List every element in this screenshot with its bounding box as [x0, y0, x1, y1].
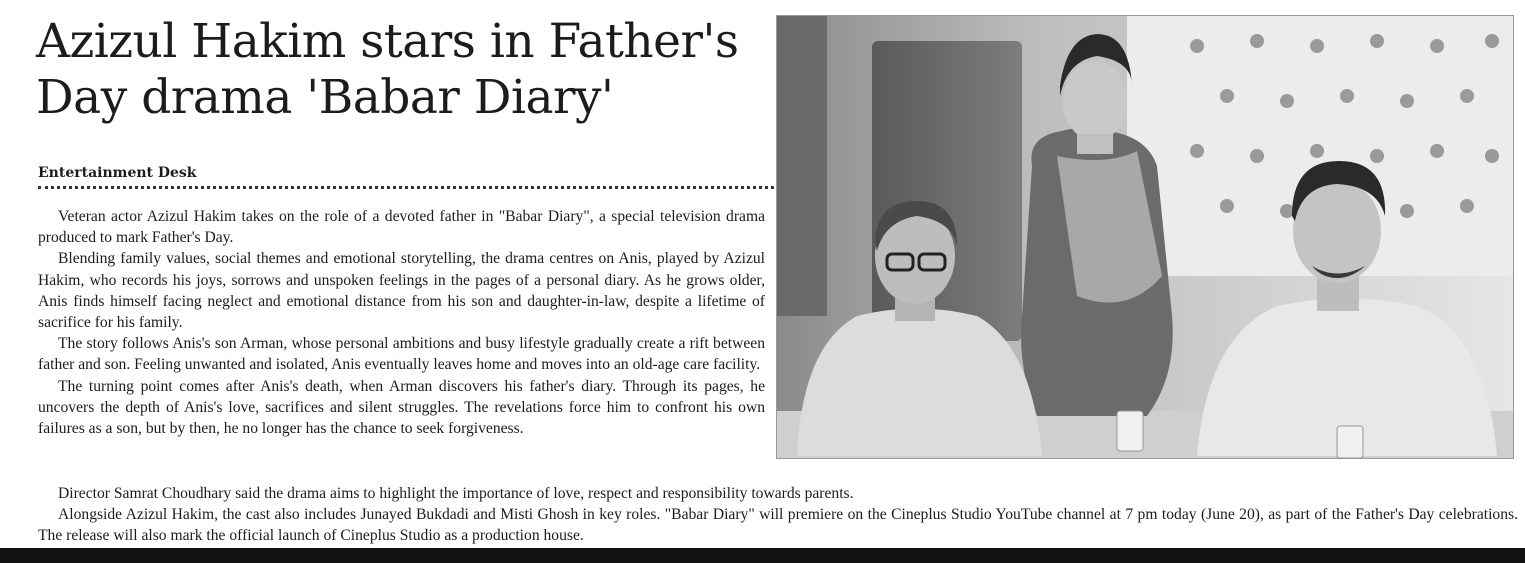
left-panel [777, 16, 827, 316]
article-body-full-width [38, 483, 1518, 547]
article-paragraph-1: Veteran actor Azizul Hakim takes on the role of a devoted father in "Babar Diary", a special television drama produced to mark Father's Day. [38, 208, 765, 247]
headline-line-2: Day drama 'Babar Diary' [36, 70, 614, 125]
headline-line-1: Azizul Hakim stars in Father's [36, 14, 739, 69]
bottom-bar [0, 548, 1525, 563]
article-paragraph-4: The turning point comes after Anis's death, when Arman discovers his father's diary. Through its pages, he uncovers the depth of Anis's love, sacrifices and silent struggles. The revelations force him to confront his own failures as a son, but by then, he no longer has the chance to seek forgiveness. [38, 377, 765, 438]
article-paragraph-6: Alongside Azizul Hakim, the cast also includes Junayed Bukdadi and Misti Ghosh in key roles. "Babar Diary" will premiere on the Cineplus Studio YouTube channel at 7 pm today (June 20), as part of the Father's Day celebrations. The release will also mark the official launch of Cineplus Studio as a production house. [38, 506, 1518, 545]
article-body-column [38, 206, 765, 439]
headline [36, 14, 776, 126]
article-paragraph-5: Director Samrat Choudhary said the drama aims to highlight the importance of love, respect and responsibility towards parents. [58, 485, 854, 502]
drinking-glass [1337, 426, 1363, 458]
article-paragraph-3: The story follows Anis's son Arman, whose personal ambitions and busy lifestyle gradually create a rift between father and son. Feeling unwanted and isolated, Anis eventually leaves home and moves into an old-age care facility. [38, 335, 765, 374]
article-paragraph-2: Blending family values, social themes and emotional storytelling, the drama centres on Anis, played by Azizul Hakim, who records his joys, sorrows and unspoken feelings in the pages of a personal diary. As he grows older, Anis finds himself facing neglect and emotional distance from his son and daughter-in-law, despite a lifetime of sacrifice for his family. [38, 250, 765, 332]
cast-photo-illustration [777, 16, 1513, 458]
byline: Entertainment Desk [38, 165, 197, 181]
cast-photo [776, 15, 1514, 459]
dotted-divider [38, 186, 774, 189]
drinking-glass [1117, 411, 1143, 451]
